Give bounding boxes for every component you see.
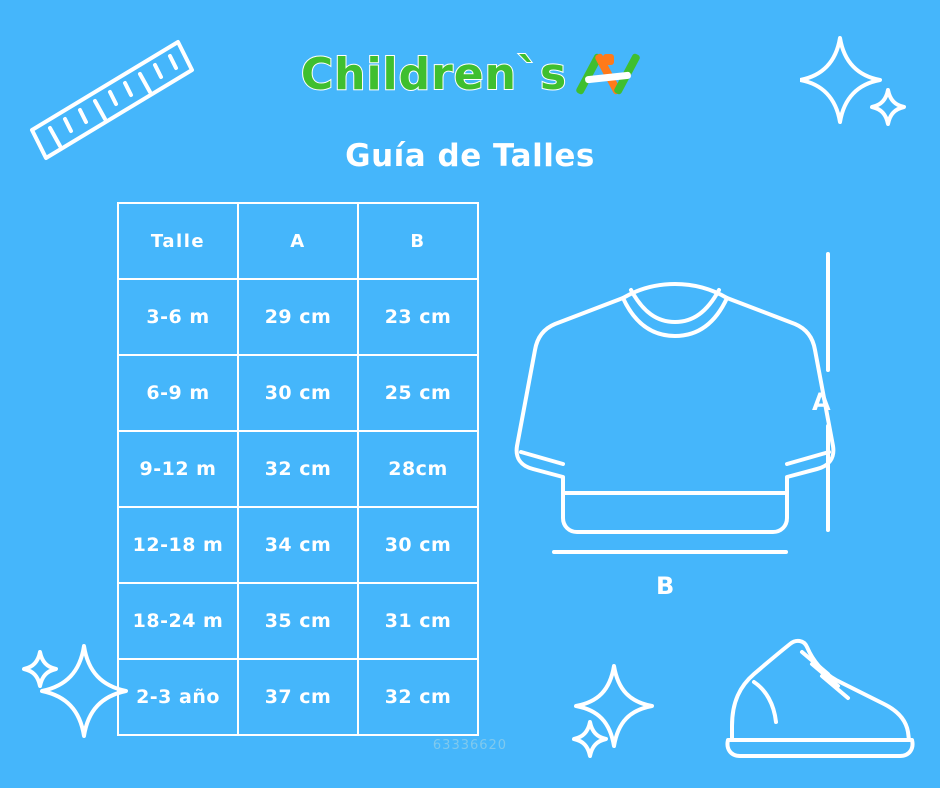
column-header-b: B xyxy=(358,203,478,279)
measure-b-label: B xyxy=(656,572,675,600)
measure-a-label: A xyxy=(812,388,831,416)
cell-talle: 3-6 m xyxy=(118,279,238,355)
footer-code: 63336620 xyxy=(432,738,508,753)
cell-a: 37 cm xyxy=(238,659,358,735)
cell-talle: 2-3 año xyxy=(118,659,238,735)
cell-talle: 9-12 m xyxy=(118,431,238,507)
cell-talle: 18-24 m xyxy=(118,583,238,659)
brand-row xyxy=(301,48,639,100)
cell-b: 30 cm xyxy=(358,507,478,583)
cell-b: 25 cm xyxy=(358,355,478,431)
cell-a: 29 cm xyxy=(238,279,358,355)
cell-a: 30 cm xyxy=(238,355,358,431)
table-row xyxy=(118,279,478,355)
column-header-a: A xyxy=(238,203,358,279)
cell-a: 35 cm xyxy=(238,583,358,659)
table-row xyxy=(118,507,478,583)
cell-a: 34 cm xyxy=(238,507,358,583)
cell-b: 28cm xyxy=(358,431,478,507)
cell-talle: 12-18 m xyxy=(118,507,238,583)
table-row xyxy=(118,431,478,507)
table-row xyxy=(118,355,478,431)
table-row xyxy=(118,659,478,735)
brand-name: Children`s xyxy=(300,48,568,100)
cell-talle: 6-9 m xyxy=(118,355,238,431)
table-row xyxy=(118,583,478,659)
brand-logo xyxy=(0,48,940,108)
cell-b: 23 cm xyxy=(358,279,478,355)
cell-b: 31 cm xyxy=(358,583,478,659)
page-title: Guía de Talles xyxy=(345,138,595,174)
cell-b: 32 cm xyxy=(358,659,478,735)
size-table xyxy=(117,202,479,736)
table-header-row xyxy=(118,203,478,279)
arrows-logo-icon xyxy=(577,48,639,100)
measure-line-b xyxy=(548,540,798,564)
cell-a: 32 cm xyxy=(238,431,358,507)
sparkle-icon xyxy=(22,636,132,750)
column-header-talle: Talle xyxy=(118,203,238,279)
